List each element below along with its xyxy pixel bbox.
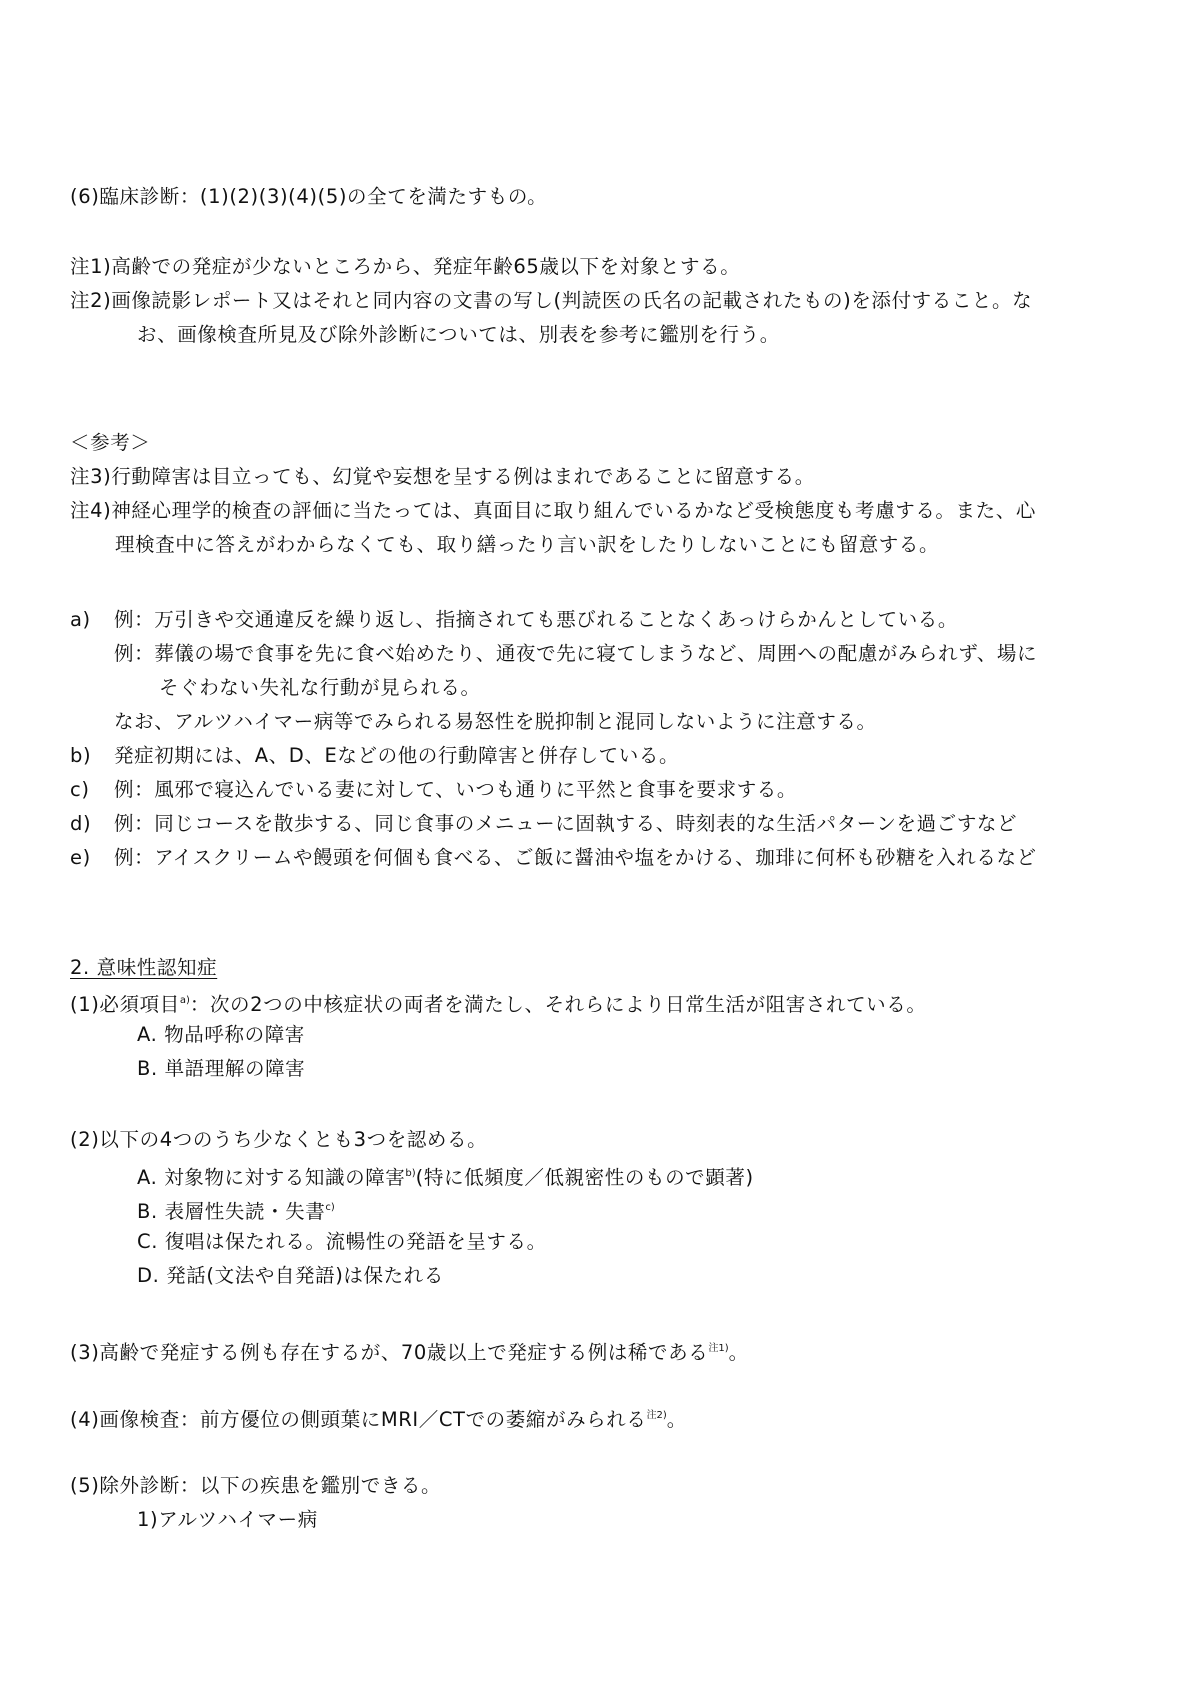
ref-item-a-example-2-continued: そぐわない失礼な行動が見られる。 bbox=[159, 676, 481, 699]
note-1: 注1)高齢での発症が少ないところから、発症年齢65歳以下を対象とする。 bbox=[70, 255, 741, 278]
criterion-2d: D. 発話(文法や自発語)は保たれる bbox=[137, 1264, 444, 1287]
footnote-ref: 注2) bbox=[646, 1410, 667, 1421]
ref-item-e bbox=[70, 845, 1037, 871]
footnote-ref: 注1) bbox=[708, 1343, 729, 1354]
note-4-continued: 理検査中に答えがわからなくても、取り繕ったり言い訳をしたりしないことにも留意する。 bbox=[115, 533, 940, 556]
required-item-3-text: (3)高齢で発症する例も存在するが、70歳以上で発症する例は稀である bbox=[70, 1341, 709, 1364]
ref-item-label: c) bbox=[70, 778, 90, 801]
core-symptom-a: A. 物品呼称の障害 bbox=[137, 1023, 305, 1046]
ref-item-c bbox=[70, 777, 797, 803]
ref-item-label: a) bbox=[70, 608, 91, 631]
required-item-2: (2)以下の4つのうち少なくとも3つを認める。 bbox=[70, 1128, 488, 1151]
section-2-heading: 2. 意味性認知症 bbox=[70, 956, 218, 979]
note-4: 注4)神経心理学的検査の評価に当たっては、真面目に取り組んでいるかなど受検態度も考慮する。また、心 bbox=[70, 499, 1036, 522]
ref-item-label: e) bbox=[70, 846, 91, 869]
required-item-1-text: ：次の2つの中核症状の両者を満たし、それらにより日常生活が阻害されている。 bbox=[189, 993, 927, 1016]
core-symptom-b: B. 単語理解の障害 bbox=[137, 1057, 306, 1080]
clinical-diagnosis-criterion: (6)臨床診断：(1)(2)(3)(4)(5)の全てを満たすもの。 bbox=[70, 185, 548, 208]
ref-item-a-example-2: 例：葬儀の場で食事を先に食べ始めたり、通夜で先に寝てしまうなど、周囲への配慮がみられず、場に bbox=[114, 642, 1038, 665]
criterion-2b bbox=[137, 1195, 335, 1225]
footnote-ref: b) bbox=[405, 1168, 416, 1179]
criterion-2c: C. 復唱は保たれる。流暢性の発語を呈する。 bbox=[137, 1230, 547, 1253]
ref-item-text: 例：同じコースを散歩する、同じ食事のメニューに固執する、時刻表的な生活パターンを過ごすなど bbox=[114, 812, 1018, 835]
required-item-4-text: (4)画像検査：前方優位の側頭葉にMRI／CTでの萎縮がみられる bbox=[70, 1408, 647, 1431]
required-item-1 bbox=[70, 988, 926, 1018]
footnote-ref: a) bbox=[179, 995, 190, 1006]
ref-item-b bbox=[70, 743, 679, 769]
ref-item-a bbox=[70, 607, 958, 633]
criterion-text: A. 対象物に対する知識の障害 bbox=[137, 1166, 406, 1189]
reference-heading: ＜参考＞ bbox=[70, 431, 151, 454]
criterion-note: (特に低頻度／低親密性のもので顕著) bbox=[415, 1166, 754, 1189]
period: 。 bbox=[666, 1408, 687, 1431]
ref-item-text: 例：風邪で寝込んでいる妻に対して、いつも通りに平然と食事を要求する。 bbox=[114, 778, 798, 801]
required-item-5: (5)除外診断：以下の疾患を鑑別できる。 bbox=[70, 1474, 442, 1497]
ref-item-text: 例：アイスクリームや饅頭を何個も食べる、ご飯に醤油や塩をかける、珈琲に何杯も砂糖を入れるなど bbox=[114, 846, 1037, 869]
criterion-2a bbox=[137, 1161, 754, 1191]
criterion-text: B. 表層性失読・失書 bbox=[137, 1200, 326, 1223]
footnote-ref: c) bbox=[325, 1202, 335, 1213]
period: 。 bbox=[728, 1341, 749, 1364]
ref-item-a-caution: なお、アルツハイマー病等でみられる易怒性を脱抑制と混同しないように注意する。 bbox=[114, 710, 877, 733]
ref-item-label: b) bbox=[70, 744, 92, 767]
required-item-3 bbox=[70, 1336, 749, 1366]
required-item-1-prefix: (1)必須項目 bbox=[70, 993, 180, 1016]
ref-item-text: 例：万引きや交通違反を繰り返し、指摘されても悪びれることなくあっけらかんとしている。 bbox=[114, 608, 959, 631]
required-item-4 bbox=[70, 1403, 687, 1433]
note-2: 注2)画像読影レポート又はそれと同内容の文書の写し(判読医の氏名の記載されたもの)を添付すること。な bbox=[70, 289, 1033, 312]
ref-item-d bbox=[70, 811, 1017, 837]
ref-item-text: 発症初期には、A、D、Eなどの他の行動障害と併存している。 bbox=[114, 744, 680, 767]
note-2-continued: お、画像検査所見及び除外診断については、別表を参考に鑑別を行う。 bbox=[137, 323, 780, 346]
exclusion-item-1: 1)アルツハイマー病 bbox=[137, 1508, 318, 1531]
note-3: 注3)行動障害は目立っても、幻覚や妄想を呈する例はまれであることに留意する。 bbox=[70, 465, 815, 488]
ref-item-label: d) bbox=[70, 812, 92, 835]
